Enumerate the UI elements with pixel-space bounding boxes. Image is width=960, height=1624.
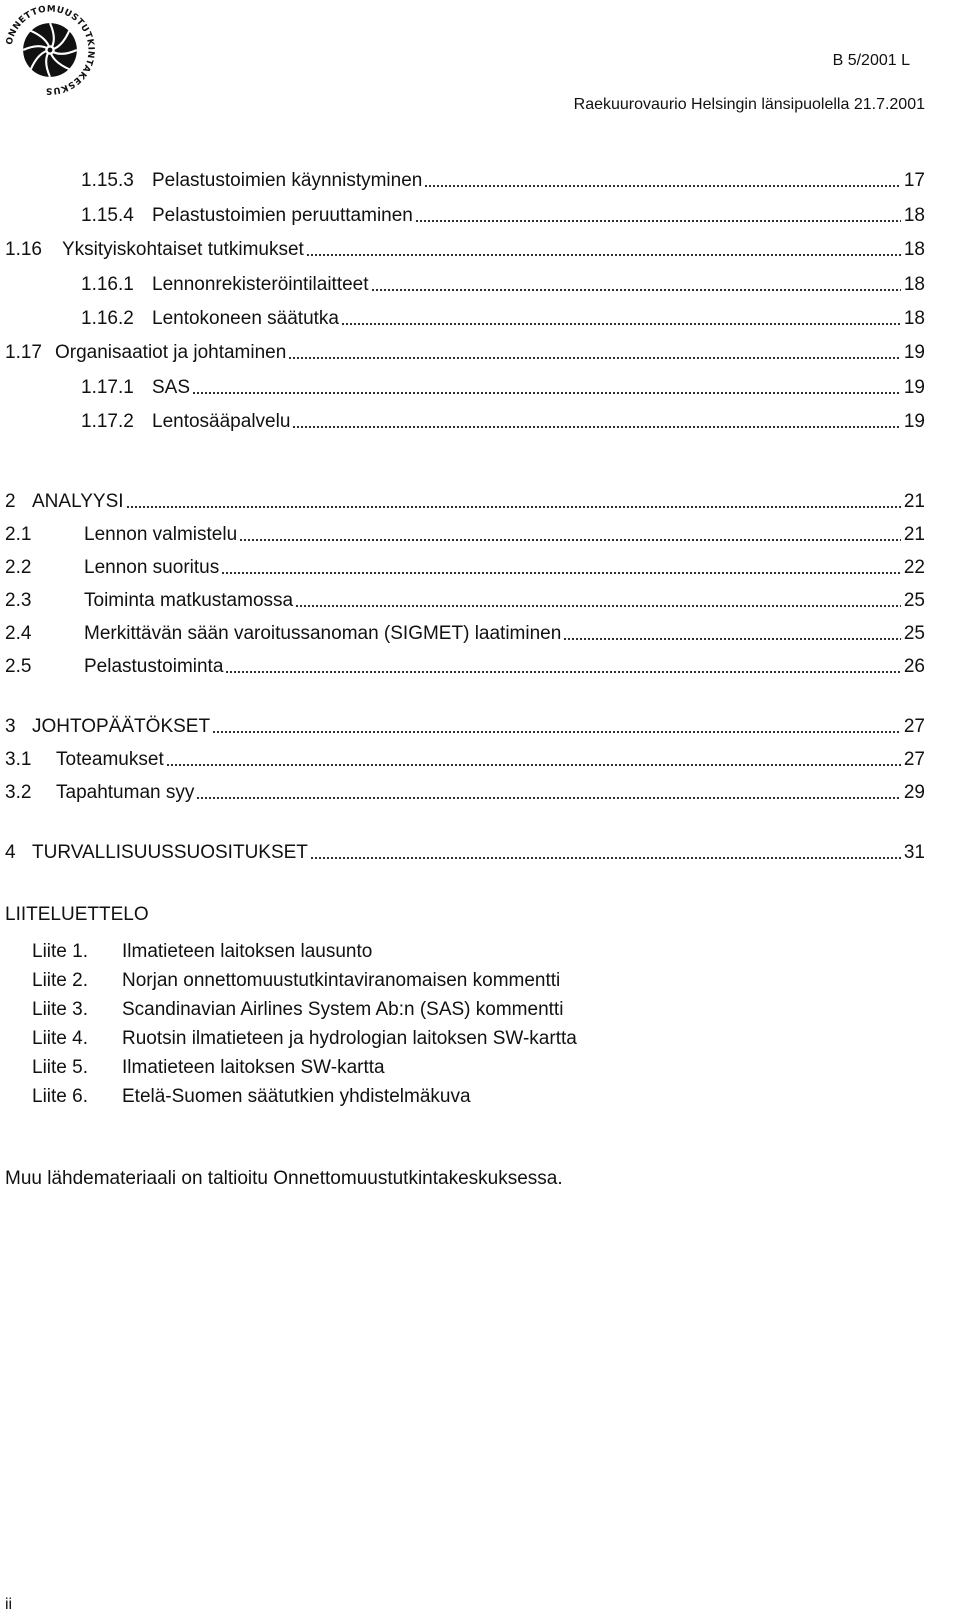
toc-page: 19 — [903, 411, 925, 432]
toc-entry[interactable] — [5, 237, 925, 261]
toc-title: Toteamukset — [56, 749, 164, 770]
toc-title: Pelastustoimien peruuttaminen — [152, 205, 413, 226]
appendix-item — [32, 999, 563, 1021]
appendix-title: Etelä-Suomen säätutkien yhdistelmäkuva — [122, 1086, 471, 1107]
toc-number: 2.5 — [5, 656, 32, 677]
toc-page: 26 — [903, 656, 925, 677]
toc-title: Lentokoneen säätutka — [152, 308, 339, 329]
appendix-item — [32, 1028, 577, 1050]
appendix-title: Ilmatieteen laitoksen SW-kartta — [122, 1057, 385, 1078]
toc-entry[interactable] — [5, 340, 925, 364]
toc-title: Yksityiskohtaiset tutkimukset — [62, 239, 304, 260]
toc-title: Tapahtuman syy — [56, 782, 195, 803]
organization-logo — [2, 2, 98, 98]
appendix-label: Liite 6. — [32, 1086, 88, 1107]
toc-entry[interactable] — [5, 654, 925, 678]
toc-entry[interactable] — [81, 375, 925, 399]
appendix-label: Liite 2. — [32, 970, 88, 991]
toc-leader-dots — [196, 796, 901, 800]
toc-page: 27 — [903, 749, 925, 770]
svg-text:ONNETTOMUUSTUTKINTAKESKUS: ONNETTOMUUSTUTKINTAKESKUS — [4, 4, 96, 96]
appendix-title: Ruotsin ilmatieteen ja hydrologian laitoksen SW-kartta — [122, 1028, 577, 1049]
toc-entry[interactable] — [81, 306, 925, 330]
toc-number: 1.15.4 — [81, 205, 134, 226]
toc-entry[interactable] — [5, 555, 925, 579]
toc-leader-dots — [295, 604, 901, 608]
toc-title: Lennon suoritus — [84, 557, 220, 578]
toc-title: Lentosääpalvelu — [152, 411, 291, 432]
toc-page: 25 — [903, 590, 925, 611]
toc-entry[interactable] — [81, 168, 925, 192]
toc-entry[interactable] — [5, 780, 925, 804]
toc-page: 18 — [903, 239, 925, 260]
toc-leader-dots — [306, 253, 901, 257]
appendix-item — [32, 970, 560, 992]
appendix-label: Liite 1. — [32, 941, 88, 962]
toc-leader-dots — [563, 637, 901, 641]
toc-title: Pelastustoimien käynnistyminen — [152, 170, 423, 191]
toc-page: 22 — [903, 557, 925, 578]
appendix-item — [32, 941, 372, 963]
toc-leader-dots — [341, 322, 901, 326]
toc-number: 3.2 — [5, 782, 32, 803]
toc-leader-dots — [415, 219, 901, 223]
toc-page: 21 — [903, 524, 925, 545]
toc-leader-dots — [310, 856, 901, 860]
toc-number: 1.17.2 — [81, 411, 134, 432]
report-code: B 5/2001 L — [832, 52, 910, 69]
report-title: Raekuurovaurio Helsingin länsipuolella 21.7.2001 — [573, 96, 925, 113]
toc-leader-dots — [212, 730, 901, 734]
toc-entry[interactable] — [5, 522, 925, 546]
toc-number: 4 — [5, 842, 16, 863]
toc-number: 1.16 — [5, 239, 42, 260]
toc-number: 2.4 — [5, 623, 32, 644]
toc-number: 3.1 — [5, 749, 32, 770]
toc-title: Lennonrekisteröintilaitteet — [152, 274, 369, 295]
toc-page: 25 — [903, 623, 925, 644]
toc-number: 2.3 — [5, 590, 32, 611]
toc-leader-dots — [288, 356, 901, 360]
toc-number: 3 — [5, 716, 16, 737]
appendix-title: Ilmatieteen laitoksen lausunto — [122, 941, 373, 962]
toc-page: 29 — [903, 782, 925, 803]
toc-entry[interactable] — [5, 588, 925, 612]
toc-leader-dots — [166, 763, 901, 767]
toc-page: 18 — [903, 274, 925, 295]
toc-entry[interactable] — [5, 840, 925, 864]
toc-leader-dots — [192, 391, 901, 395]
toc-page: 19 — [903, 377, 925, 398]
toc-page: 19 — [903, 342, 925, 363]
toc-entry[interactable] — [81, 272, 925, 296]
appendix-list-heading: LIITELUETTELO — [5, 904, 149, 925]
toc-page: 18 — [903, 308, 925, 329]
toc-leader-dots — [221, 571, 901, 575]
toc-number: 1.17.1 — [81, 377, 134, 398]
toc-title: Lennon valmistelu — [84, 524, 238, 545]
toc-entry[interactable] — [5, 714, 925, 738]
toc-number: 1.16.2 — [81, 308, 134, 329]
page-number: ii — [5, 1596, 13, 1613]
toc-entry[interactable] — [5, 489, 925, 513]
toc-leader-dots — [371, 288, 901, 292]
appendix-label: Liite 3. — [32, 999, 88, 1020]
toc-number: 1.15.3 — [81, 170, 134, 191]
toc-entry[interactable] — [81, 409, 925, 433]
appendix-title: Norjan onnettomuustutkintaviranomaisen kommentti — [122, 970, 561, 991]
source-material-note: Muu lähdemateriaali on taltioitu Onnettomuustutkintakeskuksessa. — [5, 1168, 563, 1189]
toc-leader-dots — [239, 538, 901, 542]
appendix-title: Scandinavian Airlines System Ab:n (SAS) kommentti — [122, 999, 564, 1020]
toc-title: SAS — [152, 377, 191, 398]
toc-number: 2 — [5, 491, 16, 512]
toc-entry[interactable] — [5, 621, 925, 645]
toc-number: 2.2 — [5, 557, 32, 578]
toc-number: 1.17 — [5, 342, 42, 363]
toc-title: JOHTOPÄÄTÖKSET — [32, 716, 211, 737]
toc-title: Organisaatiot ja johtaminen — [55, 342, 287, 363]
toc-entry[interactable] — [81, 203, 925, 227]
toc-page: 18 — [903, 205, 925, 226]
toc-leader-dots — [126, 505, 901, 509]
appendix-item — [32, 1057, 385, 1079]
toc-title: ANALYYSI — [32, 491, 124, 512]
toc-number: 2.1 — [5, 524, 32, 545]
toc-title: Toiminta matkustamossa — [84, 590, 294, 611]
toc-entry[interactable] — [5, 747, 925, 771]
toc-title: Pelastustoiminta — [84, 656, 224, 677]
toc-number: 1.16.1 — [81, 274, 134, 295]
toc-title: TURVALLISUUSSUOSITUKSET — [32, 842, 308, 863]
toc-page: 31 — [903, 842, 925, 863]
toc-leader-dots — [424, 184, 901, 188]
toc-page: 21 — [903, 491, 925, 512]
toc-leader-dots — [292, 425, 901, 429]
toc-page: 27 — [903, 716, 925, 737]
toc-page: 17 — [903, 170, 925, 191]
appendix-label: Liite 5. — [32, 1057, 88, 1078]
appendix-item — [32, 1086, 471, 1108]
toc-leader-dots — [225, 670, 901, 674]
appendix-label: Liite 4. — [32, 1028, 88, 1049]
toc-title: Merkittävän sään varoitussanoman (SIGMET) laatiminen — [84, 623, 562, 644]
